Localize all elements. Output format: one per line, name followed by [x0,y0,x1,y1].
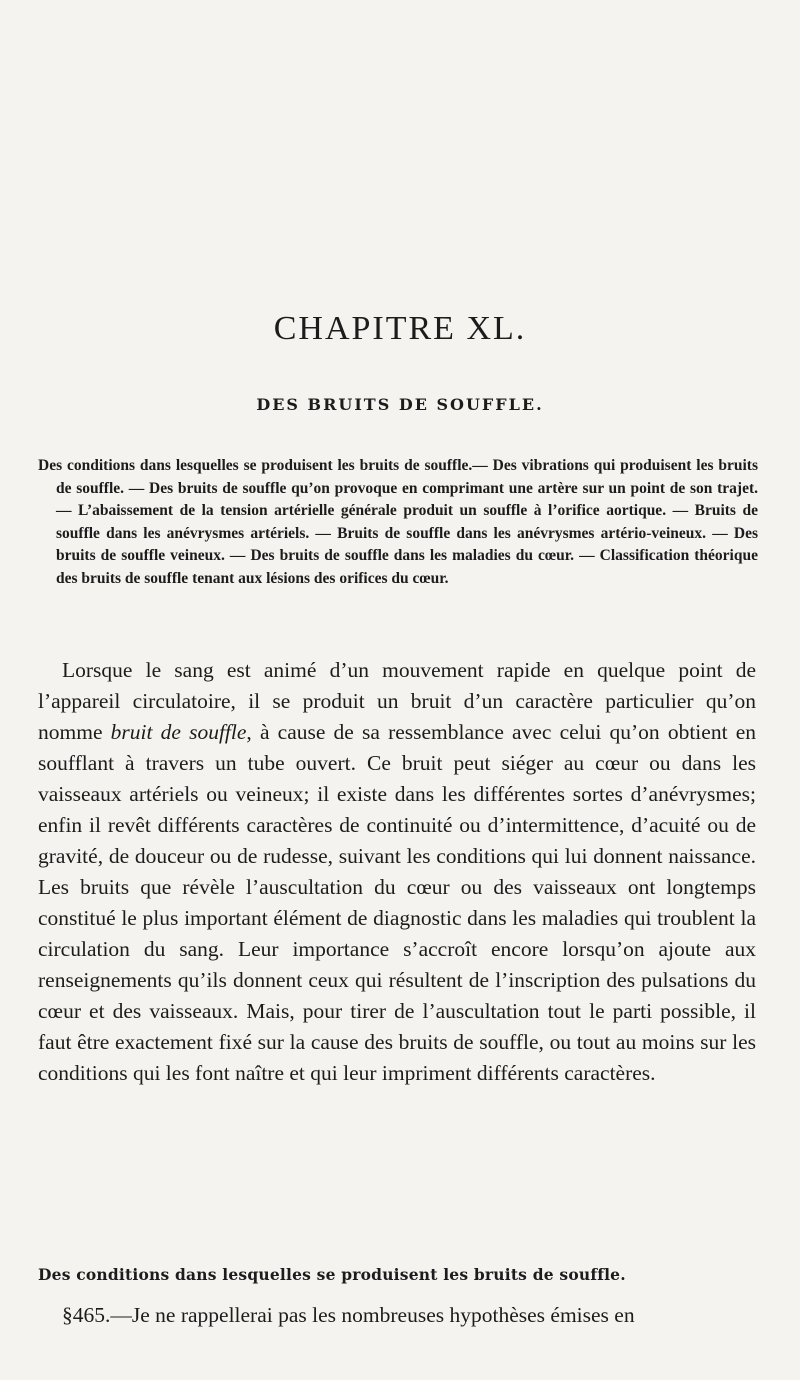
body-paragraph [38,655,756,1089]
paragraph-text [38,655,756,1089]
section-title: DES BRUITS DE SOUFFLE. [256,395,544,414]
section-first-line: §465.—Je ne rappellerai pas les nombreuses hypothèses émises en [62,1303,635,1327]
subsection-heading: Des conditions dans lesquelles se produisent les bruits de souffle. [38,1265,626,1284]
paragraph-text-start: Lorsque le sang est animé d’un mouvement rapide en quelque point de l’appareil circulatoire, il se produit un bruit d’un caractère particulier qu’on nomme [38,658,756,744]
summary-text: Des conditions dans lesquelles se produisent les bruits de souffle.— Des vibrations qui produisent les bruits de souffle. — Des bruits de souffle qu’on provoque en comprimant une artère sur un point de son trajet. — L’abaissement de la tension artérielle générale produit un souffle à l’orifice aortique. — Bruits de souffle dans les anévrysmes artériels. — Bruits de souffle dans les anévrysmes artério-veineux. — Des bruits de souffle veineux. — Des bruits de souffle dans les maladies du cœur. — Classification théorique des bruits de souffle tenant aux lésions des orifices du cœur. [38,457,758,587]
chapter-summary [38,455,758,590]
chapter-title: CHAPITRE XL. [273,310,527,347]
paragraph-text-end: , à cause de sa ressemblance avec celui qu’on obtient en soufflant à travers un tube ouvert. Ce bruit peut siéger au cœur ou dans les vaisseaux artériels ou veineux; il existe dans les différentes sortes d’anévrysmes; enfin il revêt différents caractères de continuité ou d’intermittence, d’acuité ou de gravité, de douceur ou de rudesse, suivant les conditions qui lui donnent naissance. Les bruits que révèle l’auscultation du cœur ou des vaisseaux ont longtemps constitué le plus important élément de diagnostic dans les maladies qui troublent la circulation du sang. Leur importance s’accroît encore lorsqu’on ajoute aux renseignements qu’ils donnent ceux qui résultent de l’inscription des pulsations du cœur et des vaisseaux. Mais, pour tirer de l’auscultation tout le parti possible, il faut être exactement fixé sur la cause des bruits de souffle, ou tout au moins sur les conditions qui les font naître et qui leur impriment différents caractères. [38,720,757,1085]
paragraph-emphasis: bruit de souffle [110,720,247,744]
